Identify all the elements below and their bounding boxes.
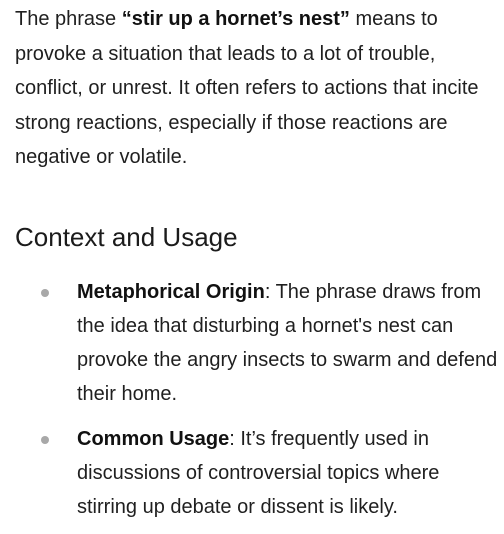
intro-paragraph xyxy=(15,2,497,175)
list-item-text: : It’s frequently used in discussions of controversial topics where stirring up debate or dissent is likely. xyxy=(77,428,440,518)
list-item-text: : The phrase draws from the idea that disturbing a hornet's nest can provoke the angry insects to swarm and defend their home. xyxy=(77,281,498,405)
bullet-icon xyxy=(41,436,49,444)
usage-list xyxy=(0,275,504,524)
bullet-icon xyxy=(41,289,49,297)
list-item-metaphorical-origin xyxy=(0,275,504,411)
list-item-term: Common Usage xyxy=(77,428,230,450)
intro-phrase: “stir up a hornet’s nest” xyxy=(121,8,350,30)
intro-prefix: The phrase xyxy=(15,8,122,30)
list-item-common-usage xyxy=(0,422,504,524)
list-item-term: Metaphorical Origin xyxy=(77,281,265,303)
intro-suffix: means to provoke a situation that leads to a lot of trouble, conflict, or unrest. It often refers to actions that incite strong reactions, especially if those reactions are negative or volatile. xyxy=(15,8,479,168)
section-heading: Context and Usage xyxy=(15,222,238,252)
